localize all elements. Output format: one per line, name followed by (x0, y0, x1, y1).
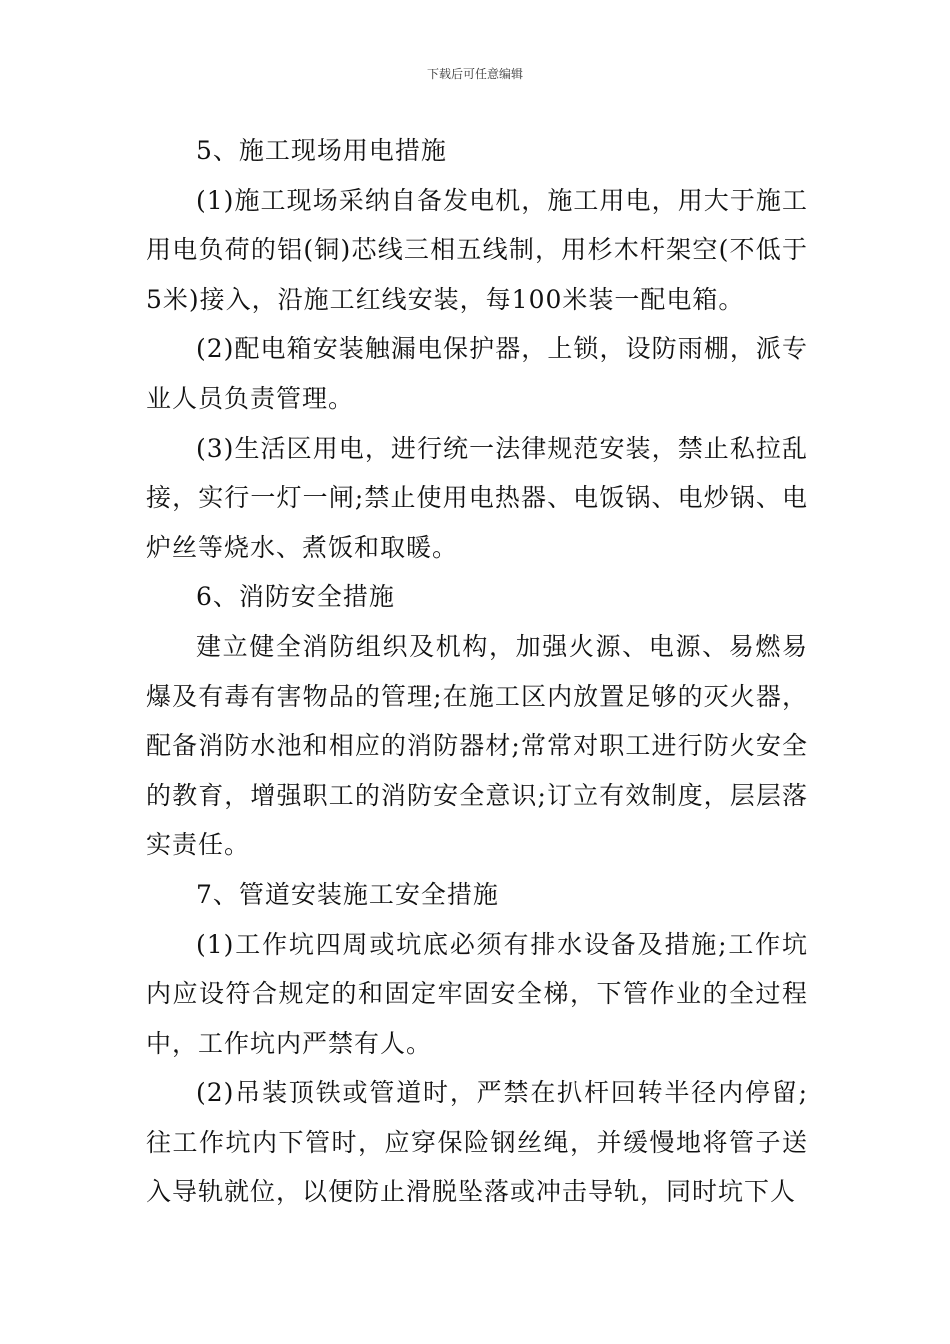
section-heading-6: 6、消防安全措施 (196, 582, 395, 612)
paragraph-6: 建立健全消防组织及机构，加强火源、电源、易燃易爆及有毒有害物品的管理;在施工区内放置足够的灭火器，配备消防水池和相应的消防器材;常常对职工进行防火安全的教育，增强职工的消防安全意识;订立有效制度，层层落实责任。 (146, 631, 808, 860)
section-heading-5: 5、施工现场用电措施 (196, 136, 447, 165)
paragraph-7-2: (2)吊装顶铁或管道时，严禁在扒杆回转半径内停留;往工作坑内下管时，应穿保险钢丝绳，并缓慢地将管子送入导轨就位，以便防止滑脱坠落或冲击导轨，同时坑下人 (146, 1078, 808, 1207)
section-heading-7: 7、管道安装施工安全措施 (196, 879, 499, 909)
page-header: 下载后可任意编辑 (426, 67, 523, 81)
paragraph-5-3: (3)生活区用电，进行统一法律规范安装，禁止私拉乱接，实行一灯一闸;禁止使用电热器、电饭锅、电炒锅、电炉丝等烧水、煮饭和取暖。 (146, 433, 808, 562)
paragraph-5-2: (2)配电箱安装触漏电保护器，上锁，设防雨棚，派专业人员负责管理。 (146, 334, 808, 413)
document-body (146, 126, 808, 1217)
paragraph-5-1: (1)施工现场采纳自备发电机，施工用电，用大于施工用电负荷的铝(铜)芯线三相五线制，用杉木杆架空(不低于5米)接入，沿施工红线安装，每100米装一配电箱。 (146, 185, 808, 314)
paragraph-7-1: (1)工作坑四周或坑底必须有排水设备及措施;工作坑内应设符合规定的和固定牢固安全梯，下管作业的全过程中，工作坑内严禁有人。 (146, 929, 808, 1058)
